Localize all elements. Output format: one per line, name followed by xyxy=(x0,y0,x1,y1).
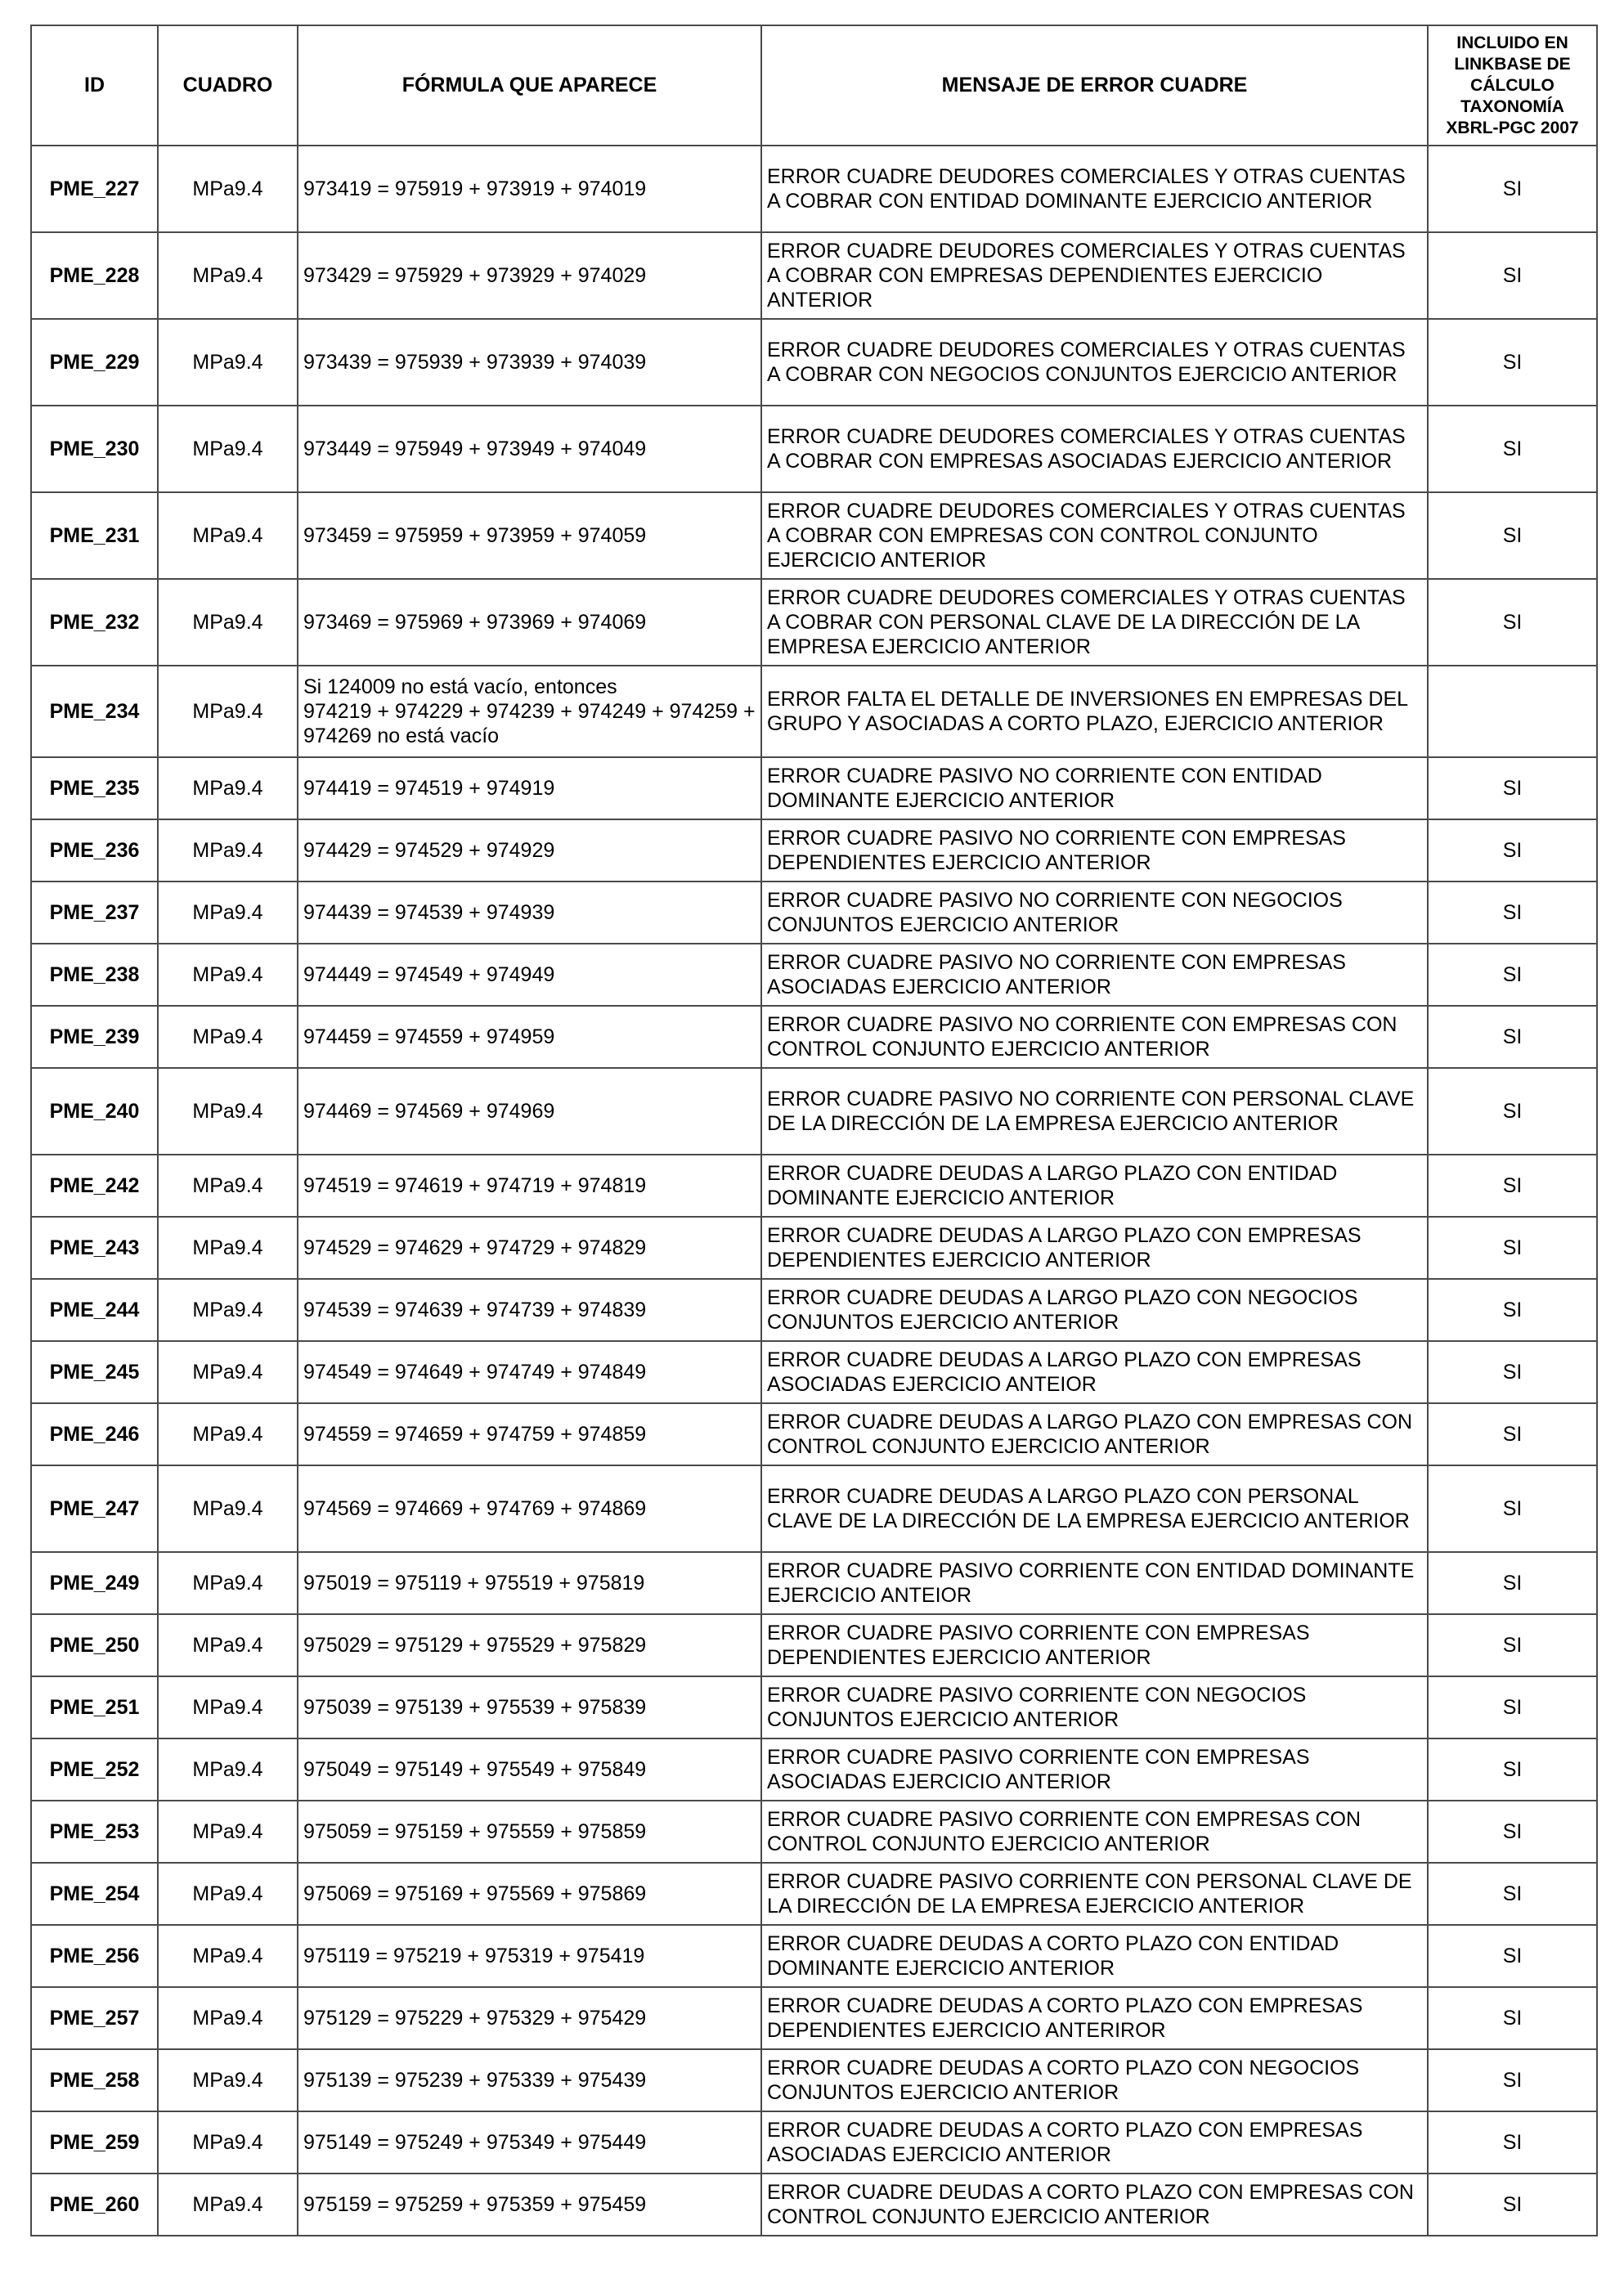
cell-cuadro: MPa9.4 xyxy=(158,1217,298,1279)
formula-line: 975139 = 975239 + 975339 + 975439 xyxy=(303,2069,647,2092)
cell-mensaje: ERROR CUADRE PASIVO CORRIENTE CON EMPRESAS ASOCIADAS EJERCICIO ANTERIOR xyxy=(761,1738,1428,1801)
cell-incluido: SI xyxy=(1428,579,1597,666)
cell-id: PME_245 xyxy=(31,1341,158,1403)
cell-cuadro: MPa9.4 xyxy=(158,1068,298,1155)
formula-line: 974559 = 974659 + 974759 + 974859 xyxy=(303,1423,647,1446)
formula-line: 975149 = 975249 + 975349 + 975449 xyxy=(303,2131,647,2154)
cell-id: PME_247 xyxy=(31,1465,158,1552)
formula-line: 975039 = 975139 + 975539 + 975839 xyxy=(303,1696,647,1719)
table-row xyxy=(31,1217,1597,1279)
table-row xyxy=(31,819,1597,882)
cell-id: PME_239 xyxy=(31,1006,158,1068)
validation-table xyxy=(30,25,1598,2236)
cell-formula xyxy=(298,882,761,944)
header-id: ID xyxy=(31,25,158,146)
cell-formula xyxy=(298,819,761,882)
cell-formula xyxy=(298,1155,761,1217)
cell-incluido: SI xyxy=(1428,819,1597,882)
cell-formula xyxy=(298,406,761,492)
cell-id: PME_246 xyxy=(31,1403,158,1465)
table-row xyxy=(31,1279,1597,1341)
cell-id: PME_251 xyxy=(31,1676,158,1738)
formula-line: 975069 = 975169 + 975569 + 975869 xyxy=(303,1882,647,1905)
cell-cuadro: MPa9.4 xyxy=(158,2111,298,2174)
cell-id: PME_254 xyxy=(31,1863,158,1925)
cell-incluido: SI xyxy=(1428,2111,1597,2174)
cell-mensaje: ERROR FALTA EL DETALLE DE INVERSIONES EN EMPRESAS DEL GRUPO Y ASOCIADAS A CORTO PLAZO, EJERCICIO ANTERIOR xyxy=(761,666,1428,757)
formula-line: 975059 = 975159 + 975559 + 975859 xyxy=(303,1820,647,1843)
cell-cuadro: MPa9.4 xyxy=(158,1801,298,1863)
cell-incluido: SI xyxy=(1428,1006,1597,1068)
header-incluido-line: LINKBASE DE xyxy=(1454,54,1571,74)
cell-incluido: SI xyxy=(1428,1465,1597,1552)
cell-mensaje: ERROR CUADRE DEUDORES COMERCIALES Y OTRAS CUENTAS A COBRAR CON EMPRESAS ASOCIADAS EJERCICIO ANTERIOR xyxy=(761,406,1428,492)
cell-mensaje: ERROR CUADRE PASIVO CORRIENTE CON PERSONAL CLAVE DE LA DIRECCIÓN DE LA EMPRESA EJERCICIO ANTERIOR xyxy=(761,1863,1428,1925)
cell-cuadro: MPa9.4 xyxy=(158,1738,298,1801)
formula-line: 974519 = 974619 + 974719 + 974819 xyxy=(303,1174,647,1197)
table-row xyxy=(31,757,1597,819)
cell-id: PME_234 xyxy=(31,666,158,757)
table-row xyxy=(31,1863,1597,1925)
cell-incluido: SI xyxy=(1428,1403,1597,1465)
cell-id: PME_230 xyxy=(31,406,158,492)
cell-formula xyxy=(298,146,761,232)
formula-line: 974539 = 974639 + 974739 + 974839 xyxy=(303,1299,647,1321)
formula-line: 973459 = 975959 + 973959 + 974059 xyxy=(303,524,647,547)
cell-mensaje: ERROR CUADRE DEUDAS A CORTO PLAZO CON NEGOCIOS CONJUNTOS EJERCICIO ANTERIOR xyxy=(761,2049,1428,2111)
cell-formula xyxy=(298,232,761,319)
table-row xyxy=(31,1403,1597,1465)
cell-formula xyxy=(298,757,761,819)
table-row xyxy=(31,1155,1597,1217)
formula-line: 975049 = 975149 + 975549 + 975849 xyxy=(303,1758,647,1781)
table-row xyxy=(31,1801,1597,1863)
cell-id: PME_229 xyxy=(31,319,158,406)
table-row xyxy=(31,492,1597,579)
cell-cuadro: MPa9.4 xyxy=(158,1552,298,1614)
cell-cuadro: MPa9.4 xyxy=(158,1863,298,1925)
cell-incluido: SI xyxy=(1428,146,1597,232)
table-row xyxy=(31,319,1597,406)
cell-mensaje: ERROR CUADRE DEUDAS A CORTO PLAZO CON EMPRESAS CON CONTROL CONJUNTO EJERCICIO ANTERIOR xyxy=(761,2174,1428,2236)
cell-formula xyxy=(298,1006,761,1068)
cell-incluido: SI xyxy=(1428,1279,1597,1341)
cell-formula xyxy=(298,1279,761,1341)
cell-cuadro: MPa9.4 xyxy=(158,1925,298,1987)
cell-formula xyxy=(298,1403,761,1465)
cell-incluido: SI xyxy=(1428,1738,1597,1801)
cell-id: PME_238 xyxy=(31,944,158,1006)
cell-formula xyxy=(298,1614,761,1676)
cell-id: PME_259 xyxy=(31,2111,158,2174)
cell-mensaje: ERROR CUADRE PASIVO NO CORRIENTE CON EMPRESAS CON CONTROL CONJUNTO EJERCICIO ANTERIOR xyxy=(761,1006,1428,1068)
formula-line: 975119 = 975219 + 975319 + 975419 xyxy=(303,1945,645,1967)
header-row xyxy=(31,25,1597,146)
formula-line: Si 124009 no está vacío, entonces xyxy=(303,675,617,698)
cell-cuadro: MPa9.4 xyxy=(158,1341,298,1403)
cell-mensaje: ERROR CUADRE DEUDAS A LARGO PLAZO CON NEGOCIOS CONJUNTOS EJERCICIO ANTERIOR xyxy=(761,1279,1428,1341)
cell-mensaje: ERROR CUADRE DEUDORES COMERCIALES Y OTRAS CUENTAS A COBRAR CON ENTIDAD DOMINANTE EJERCICIO ANTERIOR xyxy=(761,146,1428,232)
formula-line: 974419 = 974519 + 974919 xyxy=(303,777,555,800)
cell-cuadro: MPa9.4 xyxy=(158,1279,298,1341)
cell-cuadro: MPa9.4 xyxy=(158,492,298,579)
cell-incluido: SI xyxy=(1428,2174,1597,2236)
cell-mensaje: ERROR CUADRE DEUDAS A LARGO PLAZO CON ENTIDAD DOMINANTE EJERCICIO ANTERIOR xyxy=(761,1155,1428,1217)
header-incluido-line: INCLUIDO EN xyxy=(1456,33,1568,52)
cell-cuadro: MPa9.4 xyxy=(158,232,298,319)
cell-formula xyxy=(298,319,761,406)
cell-id: PME_235 xyxy=(31,757,158,819)
cell-incluido: SI xyxy=(1428,1155,1597,1217)
table-row xyxy=(31,1341,1597,1403)
cell-formula xyxy=(298,1801,761,1863)
cell-incluido xyxy=(1428,666,1597,757)
cell-formula xyxy=(298,2049,761,2111)
table-row xyxy=(31,666,1597,757)
cell-formula xyxy=(298,1217,761,1279)
table-row xyxy=(31,579,1597,666)
cell-cuadro: MPa9.4 xyxy=(158,1614,298,1676)
cell-id: PME_257 xyxy=(31,1987,158,2049)
table-row xyxy=(31,1987,1597,2049)
cell-id: PME_258 xyxy=(31,2049,158,2111)
cell-mensaje: ERROR CUADRE DEUDORES COMERCIALES Y OTRAS CUENTAS A COBRAR CON PERSONAL CLAVE DE LA DIRECCIÓN DE LA EMPRESA EJERCICIO ANTERIOR xyxy=(761,579,1428,666)
formula-line: 975029 = 975129 + 975529 + 975829 xyxy=(303,1634,647,1657)
table-row xyxy=(31,1465,1597,1552)
cell-cuadro: MPa9.4 xyxy=(158,666,298,757)
cell-mensaje: ERROR CUADRE PASIVO NO CORRIENTE CON EMPRESAS ASOCIADAS EJERCICIO ANTERIOR xyxy=(761,944,1428,1006)
table-row xyxy=(31,1068,1597,1155)
table-row xyxy=(31,2111,1597,2174)
cell-id: PME_237 xyxy=(31,882,158,944)
cell-id: PME_240 xyxy=(31,1068,158,1155)
cell-incluido: SI xyxy=(1428,406,1597,492)
formula-line: 974219 + 974229 + 974239 + 974249 + 974259 + 974269 no está vacío xyxy=(303,700,756,747)
cell-cuadro: MPa9.4 xyxy=(158,819,298,882)
table-row xyxy=(31,2174,1597,2236)
cell-cuadro: MPa9.4 xyxy=(158,944,298,1006)
table-row xyxy=(31,882,1597,944)
cell-formula xyxy=(298,2111,761,2174)
cell-incluido: SI xyxy=(1428,944,1597,1006)
cell-id: PME_244 xyxy=(31,1279,158,1341)
cell-incluido: SI xyxy=(1428,882,1597,944)
table-row xyxy=(31,1006,1597,1068)
cell-id: PME_249 xyxy=(31,1552,158,1614)
cell-cuadro: MPa9.4 xyxy=(158,1987,298,2049)
cell-cuadro: MPa9.4 xyxy=(158,1155,298,1217)
cell-incluido: SI xyxy=(1428,1987,1597,2049)
cell-cuadro: MPa9.4 xyxy=(158,579,298,666)
table-row xyxy=(31,146,1597,232)
cell-formula xyxy=(298,1465,761,1552)
cell-mensaje: ERROR CUADRE DEUDORES COMERCIALES Y OTRAS CUENTAS A COBRAR CON EMPRESAS DEPENDIENTES EJERCICIO ANTERIOR xyxy=(761,232,1428,319)
cell-formula xyxy=(298,1676,761,1738)
cell-incluido: SI xyxy=(1428,1801,1597,1863)
cell-incluido: SI xyxy=(1428,1217,1597,1279)
formula-line: 973419 = 975919 + 973919 + 974019 xyxy=(303,177,647,200)
table-row xyxy=(31,1738,1597,1801)
cell-id: PME_227 xyxy=(31,146,158,232)
cell-incluido: SI xyxy=(1428,1614,1597,1676)
formula-line: 974529 = 974629 + 974729 + 974829 xyxy=(303,1236,647,1259)
formula-line: 974459 = 974559 + 974959 xyxy=(303,1025,555,1048)
cell-cuadro: MPa9.4 xyxy=(158,882,298,944)
cell-mensaje: ERROR CUADRE DEUDAS A LARGO PLAZO CON PERSONAL CLAVE DE LA DIRECCIÓN DE LA EMPRESA EJERCICIO ANTERIOR xyxy=(761,1465,1428,1552)
header-mensaje: MENSAJE DE ERROR CUADRE xyxy=(761,25,1428,146)
cell-mensaje: ERROR CUADRE PASIVO NO CORRIENTE CON NEGOCIOS CONJUNTOS EJERCICIO ANTERIOR xyxy=(761,882,1428,944)
cell-formula xyxy=(298,2174,761,2236)
cell-incluido: SI xyxy=(1428,757,1597,819)
table-row xyxy=(31,1925,1597,1987)
cell-incluido: SI xyxy=(1428,1552,1597,1614)
cell-id: PME_242 xyxy=(31,1155,158,1217)
cell-mensaje: ERROR CUADRE DEUDAS A CORTO PLAZO CON ENTIDAD DOMINANTE EJERCICIO ANTERIOR xyxy=(761,1925,1428,1987)
cell-formula xyxy=(298,944,761,1006)
cell-mensaje: ERROR CUADRE DEUDORES COMERCIALES Y OTRAS CUENTAS A COBRAR CON NEGOCIOS CONJUNTOS EJERCICIO ANTERIOR xyxy=(761,319,1428,406)
cell-incluido: SI xyxy=(1428,492,1597,579)
cell-incluido: SI xyxy=(1428,1863,1597,1925)
table-row xyxy=(31,1552,1597,1614)
cell-formula xyxy=(298,1987,761,2049)
cell-id: PME_231 xyxy=(31,492,158,579)
cell-incluido: SI xyxy=(1428,232,1597,319)
header-incluido xyxy=(1428,25,1597,146)
formula-line: 974569 = 974669 + 974769 + 974869 xyxy=(303,1497,647,1520)
cell-id: PME_236 xyxy=(31,819,158,882)
cell-mensaje: ERROR CUADRE DEUDORES COMERCIALES Y OTRAS CUENTAS A COBRAR CON EMPRESAS CON CONTROL CONJUNTO EJERCICIO ANTERIOR xyxy=(761,492,1428,579)
cell-mensaje: ERROR CUADRE PASIVO CORRIENTE CON EMPRESAS CON CONTROL CONJUNTO EJERCICIO ANTERIOR xyxy=(761,1801,1428,1863)
table-row xyxy=(31,1614,1597,1676)
formula-line: 974429 = 974529 + 974929 xyxy=(303,839,555,862)
cell-mensaje: ERROR CUADRE PASIVO NO CORRIENTE CON PERSONAL CLAVE DE LA DIRECCIÓN DE LA EMPRESA EJERCICIO ANTERIOR xyxy=(761,1068,1428,1155)
cell-id: PME_250 xyxy=(31,1614,158,1676)
header-incluido-line: TAXONOMÍA xyxy=(1460,96,1564,116)
header-cuadro: CUADRO xyxy=(158,25,298,146)
header-incluido-line: XBRL-PGC 2007 xyxy=(1446,118,1579,137)
cell-formula xyxy=(298,666,761,757)
table-row xyxy=(31,944,1597,1006)
cell-formula xyxy=(298,1552,761,1614)
cell-incluido: SI xyxy=(1428,1341,1597,1403)
cell-incluido: SI xyxy=(1428,319,1597,406)
cell-cuadro: MPa9.4 xyxy=(158,1403,298,1465)
cell-formula xyxy=(298,1068,761,1155)
cell-mensaje: ERROR CUADRE PASIVO NO CORRIENTE CON EMPRESAS DEPENDIENTES EJERCICIO ANTERIOR xyxy=(761,819,1428,882)
cell-mensaje: ERROR CUADRE PASIVO NO CORRIENTE CON ENTIDAD DOMINANTE EJERCICIO ANTERIOR xyxy=(761,757,1428,819)
cell-mensaje: ERROR CUADRE DEUDAS A LARGO PLAZO CON EMPRESAS ASOCIADAS EJERCICIO ANTEIOR xyxy=(761,1341,1428,1403)
cell-cuadro: MPa9.4 xyxy=(158,1006,298,1068)
formula-line: 975129 = 975229 + 975329 + 975429 xyxy=(303,2007,647,2030)
formula-line: 973449 = 975949 + 973949 + 974049 xyxy=(303,437,647,460)
formula-line: 975019 = 975119 + 975519 + 975819 xyxy=(303,1572,645,1595)
formula-line: 975159 = 975259 + 975359 + 975459 xyxy=(303,2193,647,2216)
cell-incluido: SI xyxy=(1428,2049,1597,2111)
cell-id: PME_256 xyxy=(31,1925,158,1987)
cell-cuadro: MPa9.4 xyxy=(158,1676,298,1738)
cell-mensaje: ERROR CUADRE DEUDAS A CORTO PLAZO CON EMPRESAS ASOCIADAS EJERCICIO ANTERIOR xyxy=(761,2111,1428,2174)
cell-cuadro: MPa9.4 xyxy=(158,2174,298,2236)
table-row xyxy=(31,1676,1597,1738)
formula-line: 974439 = 974539 + 974939 xyxy=(303,901,555,924)
formula-line: 974449 = 974549 + 974949 xyxy=(303,963,555,986)
cell-incluido: SI xyxy=(1428,1676,1597,1738)
cell-cuadro: MPa9.4 xyxy=(158,319,298,406)
cell-mensaje: ERROR CUADRE PASIVO CORRIENTE CON NEGOCIOS CONJUNTOS EJERCICIO ANTERIOR xyxy=(761,1676,1428,1738)
cell-mensaje: ERROR CUADRE PASIVO CORRIENTE CON ENTIDAD DOMINANTE EJERCICIO ANTEIOR xyxy=(761,1552,1428,1614)
cell-cuadro: MPa9.4 xyxy=(158,146,298,232)
cell-formula xyxy=(298,1925,761,1987)
cell-id: PME_232 xyxy=(31,579,158,666)
cell-mensaje: ERROR CUADRE PASIVO CORRIENTE CON EMPRESAS DEPENDIENTES EJERCICIO ANTERIOR xyxy=(761,1614,1428,1676)
table-body xyxy=(31,146,1597,2236)
cell-id: PME_228 xyxy=(31,232,158,319)
cell-id: PME_243 xyxy=(31,1217,158,1279)
cell-id: PME_252 xyxy=(31,1738,158,1801)
table-row xyxy=(31,2049,1597,2111)
cell-incluido: SI xyxy=(1428,1068,1597,1155)
header-formula: FÓRMULA QUE APARECE xyxy=(298,25,761,146)
cell-incluido: SI xyxy=(1428,1925,1597,1987)
cell-id: PME_253 xyxy=(31,1801,158,1863)
cell-formula xyxy=(298,579,761,666)
cell-id: PME_260 xyxy=(31,2174,158,2236)
formula-line: 973429 = 975929 + 973929 + 974029 xyxy=(303,264,647,287)
header-incluido-line: CÁLCULO xyxy=(1470,75,1554,95)
cell-cuadro: MPa9.4 xyxy=(158,2049,298,2111)
formula-line: 973439 = 975939 + 973939 + 974039 xyxy=(303,351,647,374)
cell-mensaje: ERROR CUADRE DEUDAS A CORTO PLAZO CON EMPRESAS DEPENDIENTES EJERCICIO ANTERIROR xyxy=(761,1987,1428,2049)
table-row xyxy=(31,406,1597,492)
cell-formula xyxy=(298,1341,761,1403)
cell-formula xyxy=(298,1738,761,1801)
cell-cuadro: MPa9.4 xyxy=(158,1465,298,1552)
cell-mensaje: ERROR CUADRE DEUDAS A LARGO PLAZO CON EMPRESAS CON CONTROL CONJUNTO EJERCICIO ANTERIOR xyxy=(761,1403,1428,1465)
formula-line: 974549 = 974649 + 974749 + 974849 xyxy=(303,1361,647,1384)
formula-line: 973469 = 975969 + 973969 + 974069 xyxy=(303,611,647,634)
cell-mensaje: ERROR CUADRE DEUDAS A LARGO PLAZO CON EMPRESAS DEPENDIENTES EJERCICIO ANTERIOR xyxy=(761,1217,1428,1279)
cell-formula xyxy=(298,492,761,579)
table-row xyxy=(31,232,1597,319)
cell-cuadro: MPa9.4 xyxy=(158,406,298,492)
cell-cuadro: MPa9.4 xyxy=(158,757,298,819)
cell-formula xyxy=(298,1863,761,1925)
formula-line: 974469 = 974569 + 974969 xyxy=(303,1100,555,1123)
